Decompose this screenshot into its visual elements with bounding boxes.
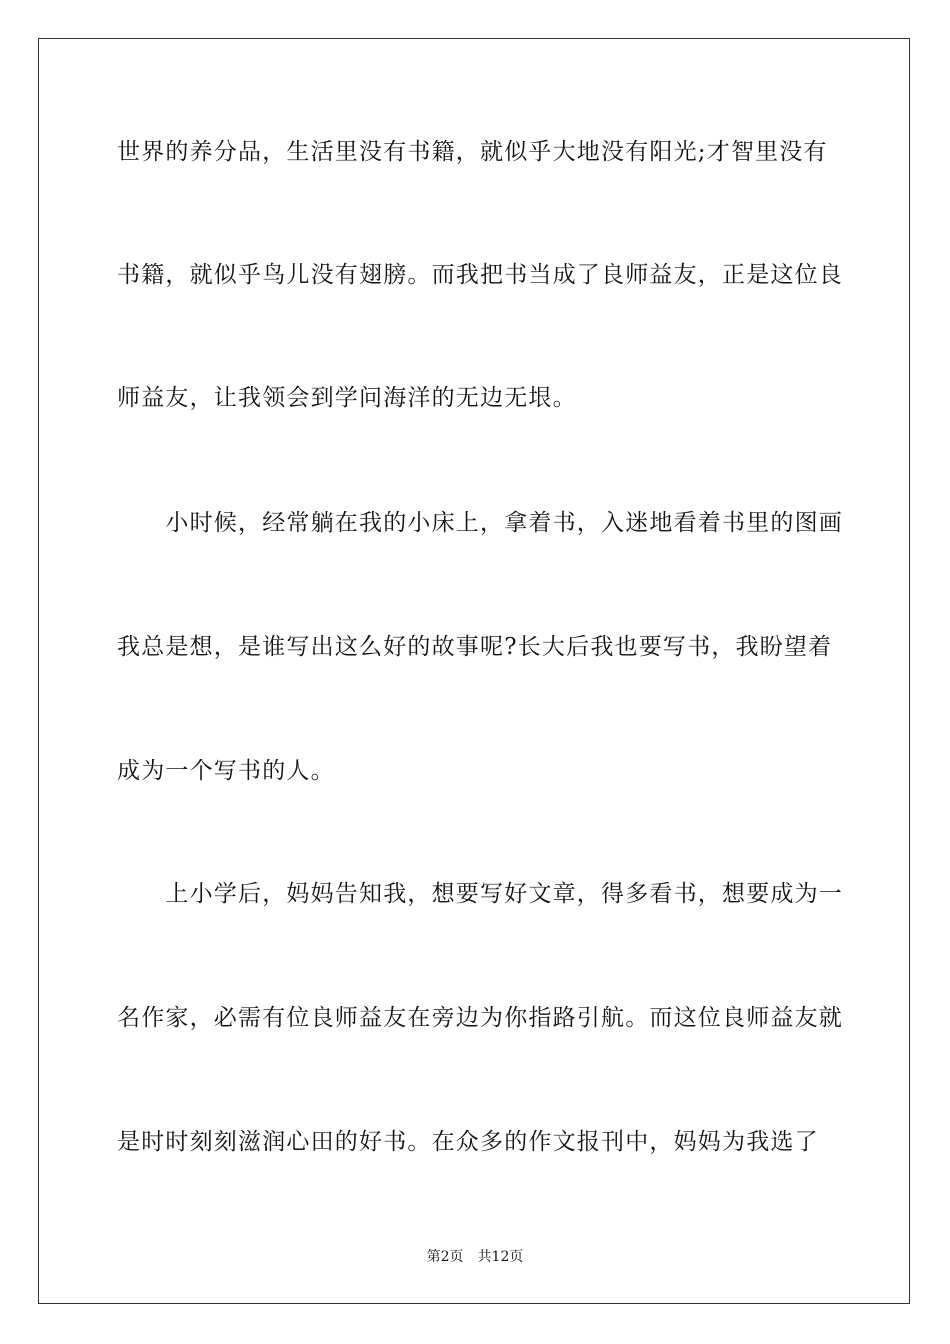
paragraph-line-8: 名作家，必需有位良师益友在旁边为你指路引航。而这位良师益友就 bbox=[117, 1005, 843, 1031]
page-border bbox=[38, 38, 910, 1304]
paragraph-line-1: 世界的养分品，生活里没有书籍，就似乎大地没有阳光;才智里没有 bbox=[117, 139, 828, 165]
page-number-footer: 第2页 共12页 bbox=[426, 1249, 524, 1265]
paragraph-line-7: 上小学后，妈妈告知我，想要写好文章，得多看书，想要成为一 bbox=[117, 881, 843, 907]
paragraph-line-3: 师益友，让我领会到学问海洋的无边无垠。 bbox=[117, 385, 577, 411]
paragraph-line-4: 小时候，经常躺在我的小床上，拿着书，入迷地看着书里的图画 bbox=[117, 510, 843, 536]
paragraph-line-5: 我总是想，是谁写出这么好的故事呢?长大后我也要写书，我盼望着 bbox=[117, 634, 833, 660]
paragraph-line-6: 成为一个写书的人。 bbox=[117, 758, 335, 784]
paragraph-line-2: 书籍，就似乎鸟儿没有翅膀。而我把书当成了良师益友，正是这位良 bbox=[117, 262, 843, 288]
paragraph-line-9: 是时时刻刻滋润心田的好书。在众多的作文报刊中，妈妈为我选了 bbox=[117, 1129, 819, 1155]
